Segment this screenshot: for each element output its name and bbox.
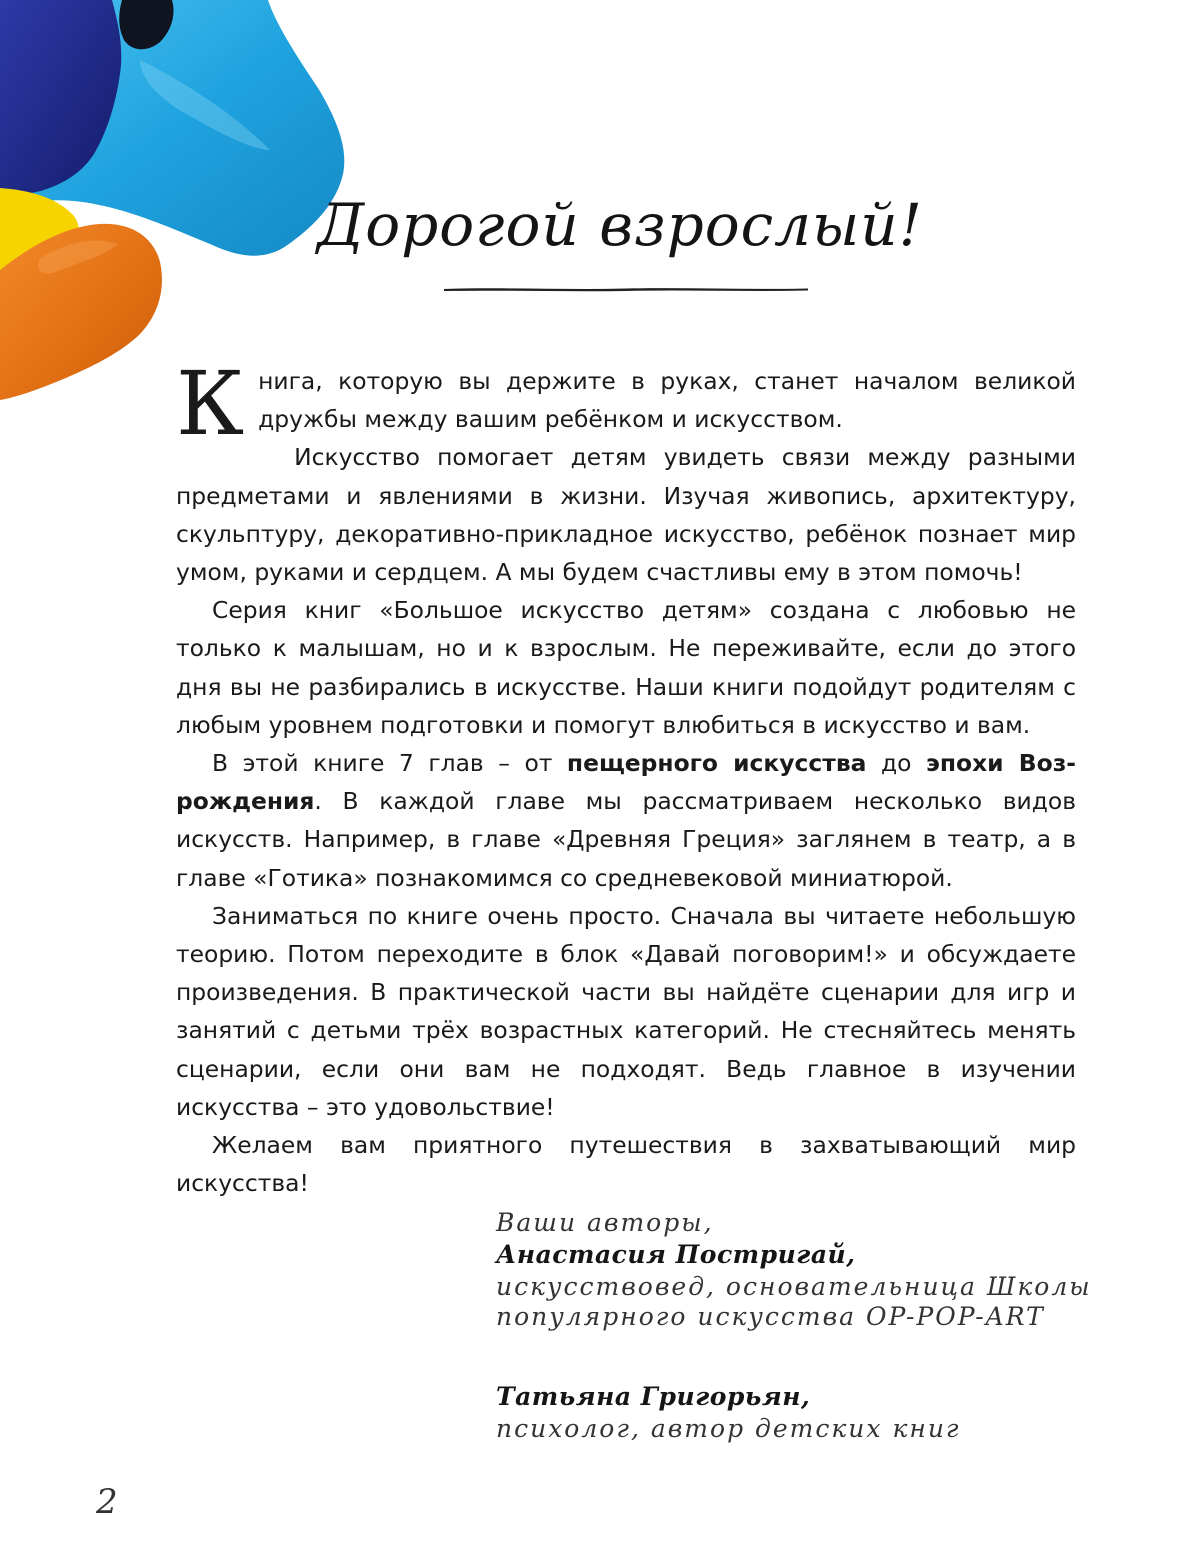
paragraph-series: Серия книг «Большое искусство детям» создана с любовью не только к малышам, но и к взрослым. Не переживайте, если до этого дня вы не разбирались в искусстве. Наши книги подойдут родителям с любым уровнем подготовки и помогут влюбиться в искусство и вам. bbox=[176, 596, 1076, 739]
paragraph-how-to-use: Заниматься по книге очень просто. Сначала вы читаете небольшую теорию. Потом переходите в блок «Давай поговорим!» и обсуждаете произведения. В практической части вы найдёте сценарии для игр и занятий с детьми трёх возрастных категорий. Не стесняйтесь менять сценарии, если они вам не подходят. Ведь главное в изучении искусства – это удовольствие! bbox=[176, 901, 1076, 1121]
chapters-text-1: В этой книге 7 глав – от bbox=[212, 749, 567, 778]
paragraph-wishes: Желаем вам приятного путешествия в захватывающий мир искусства! bbox=[176, 1131, 1076, 1198]
author-role-postrigai-line1: искусствовед, основательница Школы bbox=[496, 1272, 1092, 1301]
author-name-postrigai: Анастасия Постригай, bbox=[496, 1240, 856, 1269]
paragraph-intro bbox=[176, 352, 1076, 455]
paragraph-chapters bbox=[176, 744, 1076, 897]
chapters-bold-renaissance: эпохи Возрождения bbox=[176, 749, 1077, 816]
page-number: 2 bbox=[96, 1482, 118, 1522]
signature-greeting: Ваши авторы, bbox=[496, 1208, 714, 1237]
letter-body bbox=[176, 352, 1077, 1202]
author-role-grigoryan: психолог, автор детских книг bbox=[496, 1414, 961, 1443]
chapters-text-3: . В каждой главе мы рассматриваем несколько видов искусств. Например, в главе «Древняя Греция» заглянем в театр, а в главе «Готика» познакомимся со средневековой миниатюрой. bbox=[176, 787, 1076, 892]
chapters-text-2: до bbox=[866, 749, 926, 778]
page-title: Дорогой взрослый! bbox=[317, 191, 923, 259]
title-underline bbox=[444, 285, 808, 293]
drop-cap: К bbox=[176, 352, 245, 455]
author-name-grigoryan: Татьяна Григорьян, bbox=[496, 1382, 811, 1411]
author-role-postrigai-line2: популярного искусства OP-POP-ART bbox=[496, 1302, 1045, 1331]
paragraph-art-helps: Искусство помогает детям увидеть связи между разными предметами и явлениями в жизни. Изучая живопись, архитектуру, скульптуру, декоративно-прикладное искусство, ребёнок познает мир умом, руками и сердцем. А мы будем счастливы ему в этом помочь! bbox=[176, 443, 1076, 587]
chapters-bold-cave-art: пещерного искусства bbox=[566, 749, 867, 778]
paragraph-intro-text: нига, которую вы держите в руках, станет началом великой дружбы между вашим ребёнком и искусством. bbox=[258, 367, 1076, 434]
authors-signature bbox=[496, 1208, 1096, 1444]
